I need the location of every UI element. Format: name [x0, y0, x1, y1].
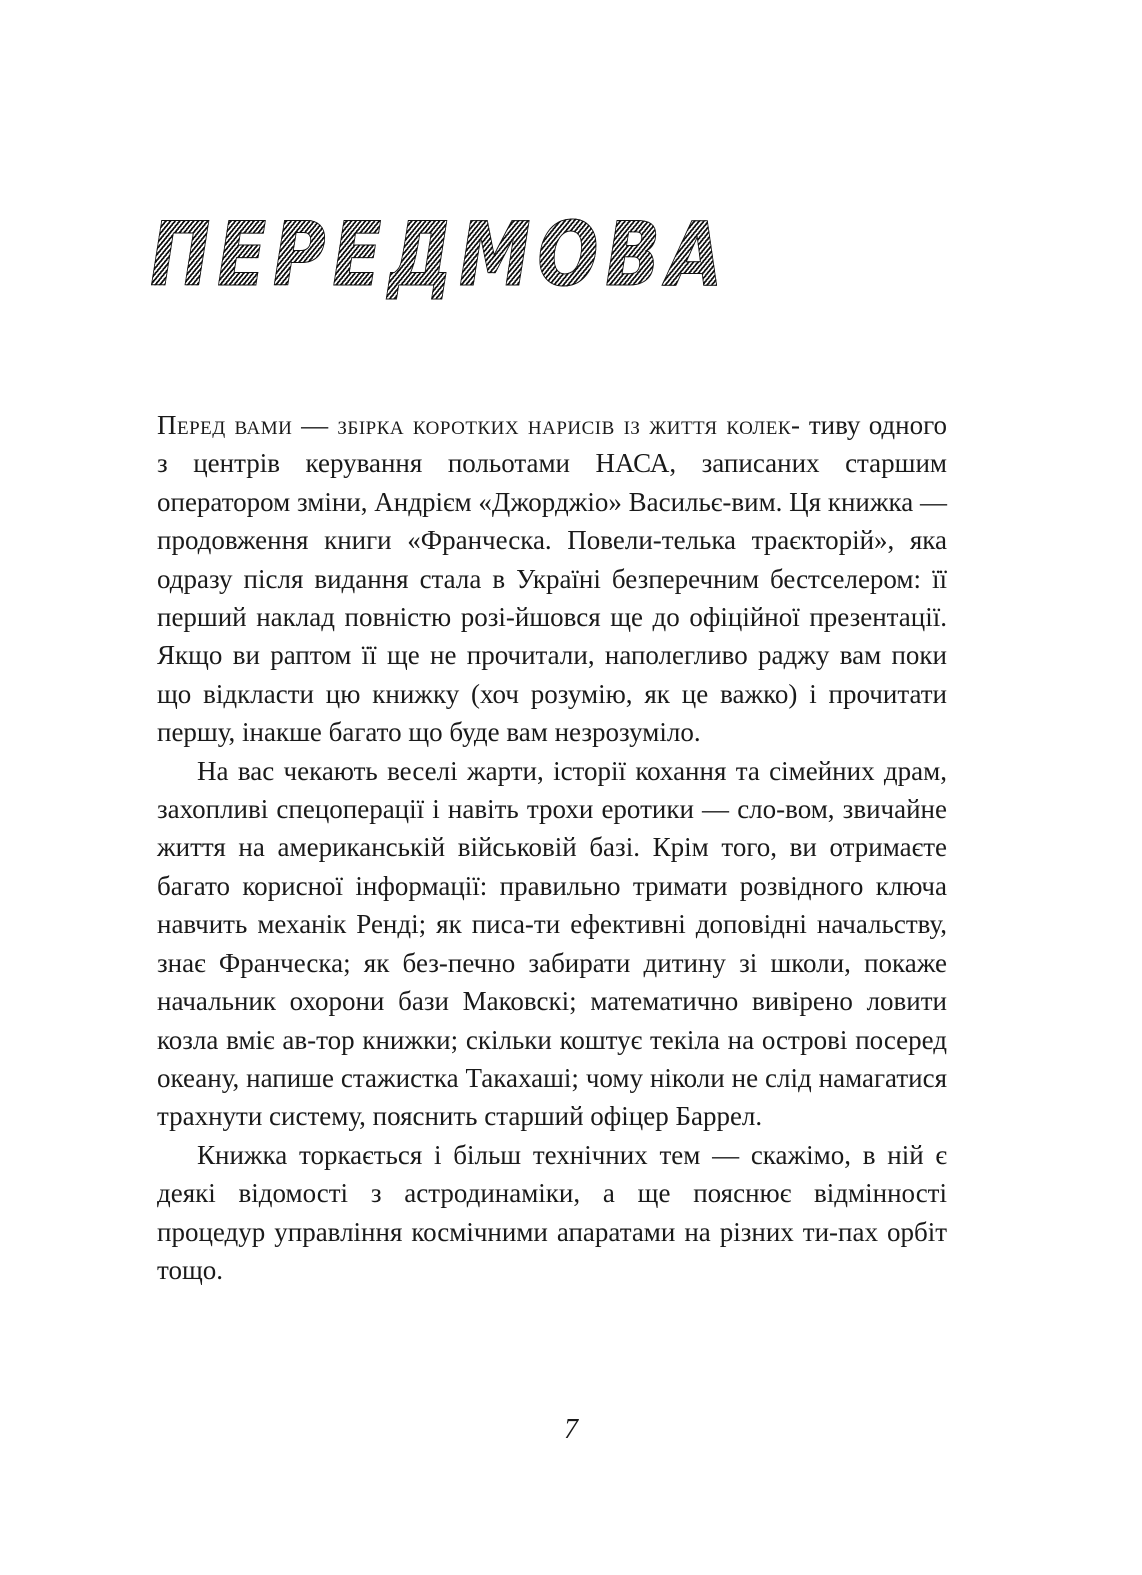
- paragraph-2: На вас чекають веселі жарти, історії кохання та сімейних драм, захопливі спецоперації і навіть трохи еротики — сло-вом, звичайне життя на американській військовій базі. Крім того, ви отримаєте багато корисної інформації: правильно тримати розвідного ключа навчить механік Ренді; як писа-ти ефективні доповідні начальству, знає Франческа; як без-печно забирати дитину зі школи, покаже начальник охорони бази Маковскі; математично вивірено ловити козла вміє ав-тор книжки; скільки коштує текіла на острові посеред океану, напише стажистка Такахаші; чому ніколи не слід намагатися трахнути систему, пояснить старший офіцер Баррел.: [157, 755, 947, 1132]
- page-number: 7: [564, 1414, 578, 1445]
- body-text: [157, 406, 947, 1289]
- chapter-title: ПЕРЕДМОВА: [150, 203, 730, 306]
- paragraph-1: [157, 406, 947, 752]
- paragraph-1-lead: Перед вами — збірка коротких нарисів із життя колек-: [157, 410, 801, 440]
- paragraph-1-rest: тиву одного з центрів керування польотами НАСА, записаних старшим оператором зміни, Андрієм «Джорджіо» Васильє-вим. Ця книжка — продовження книги «Франческа. Повели-телька траєкторій», яка одразу після видання стала в Україні безперечним бестселером: її перший наклад повністю розі-йшовся ще до офіційної презентації. Якщо ви раптом її ще не прочитали, наполегливо раджу вам поки що відкласти цю книжку (хоч розумію, як це важко) і прочитати першу, інакше багато що буде вам незрозуміло.: [157, 410, 948, 748]
- paragraph-3: Книжка торкається і більш технічних тем — скажімо, в ній є деякі відомості з астродинаміки, а ще пояснює відмінності процедур управління космічними апаратами на різних ти-пах орбіт тощо.: [157, 1139, 947, 1285]
